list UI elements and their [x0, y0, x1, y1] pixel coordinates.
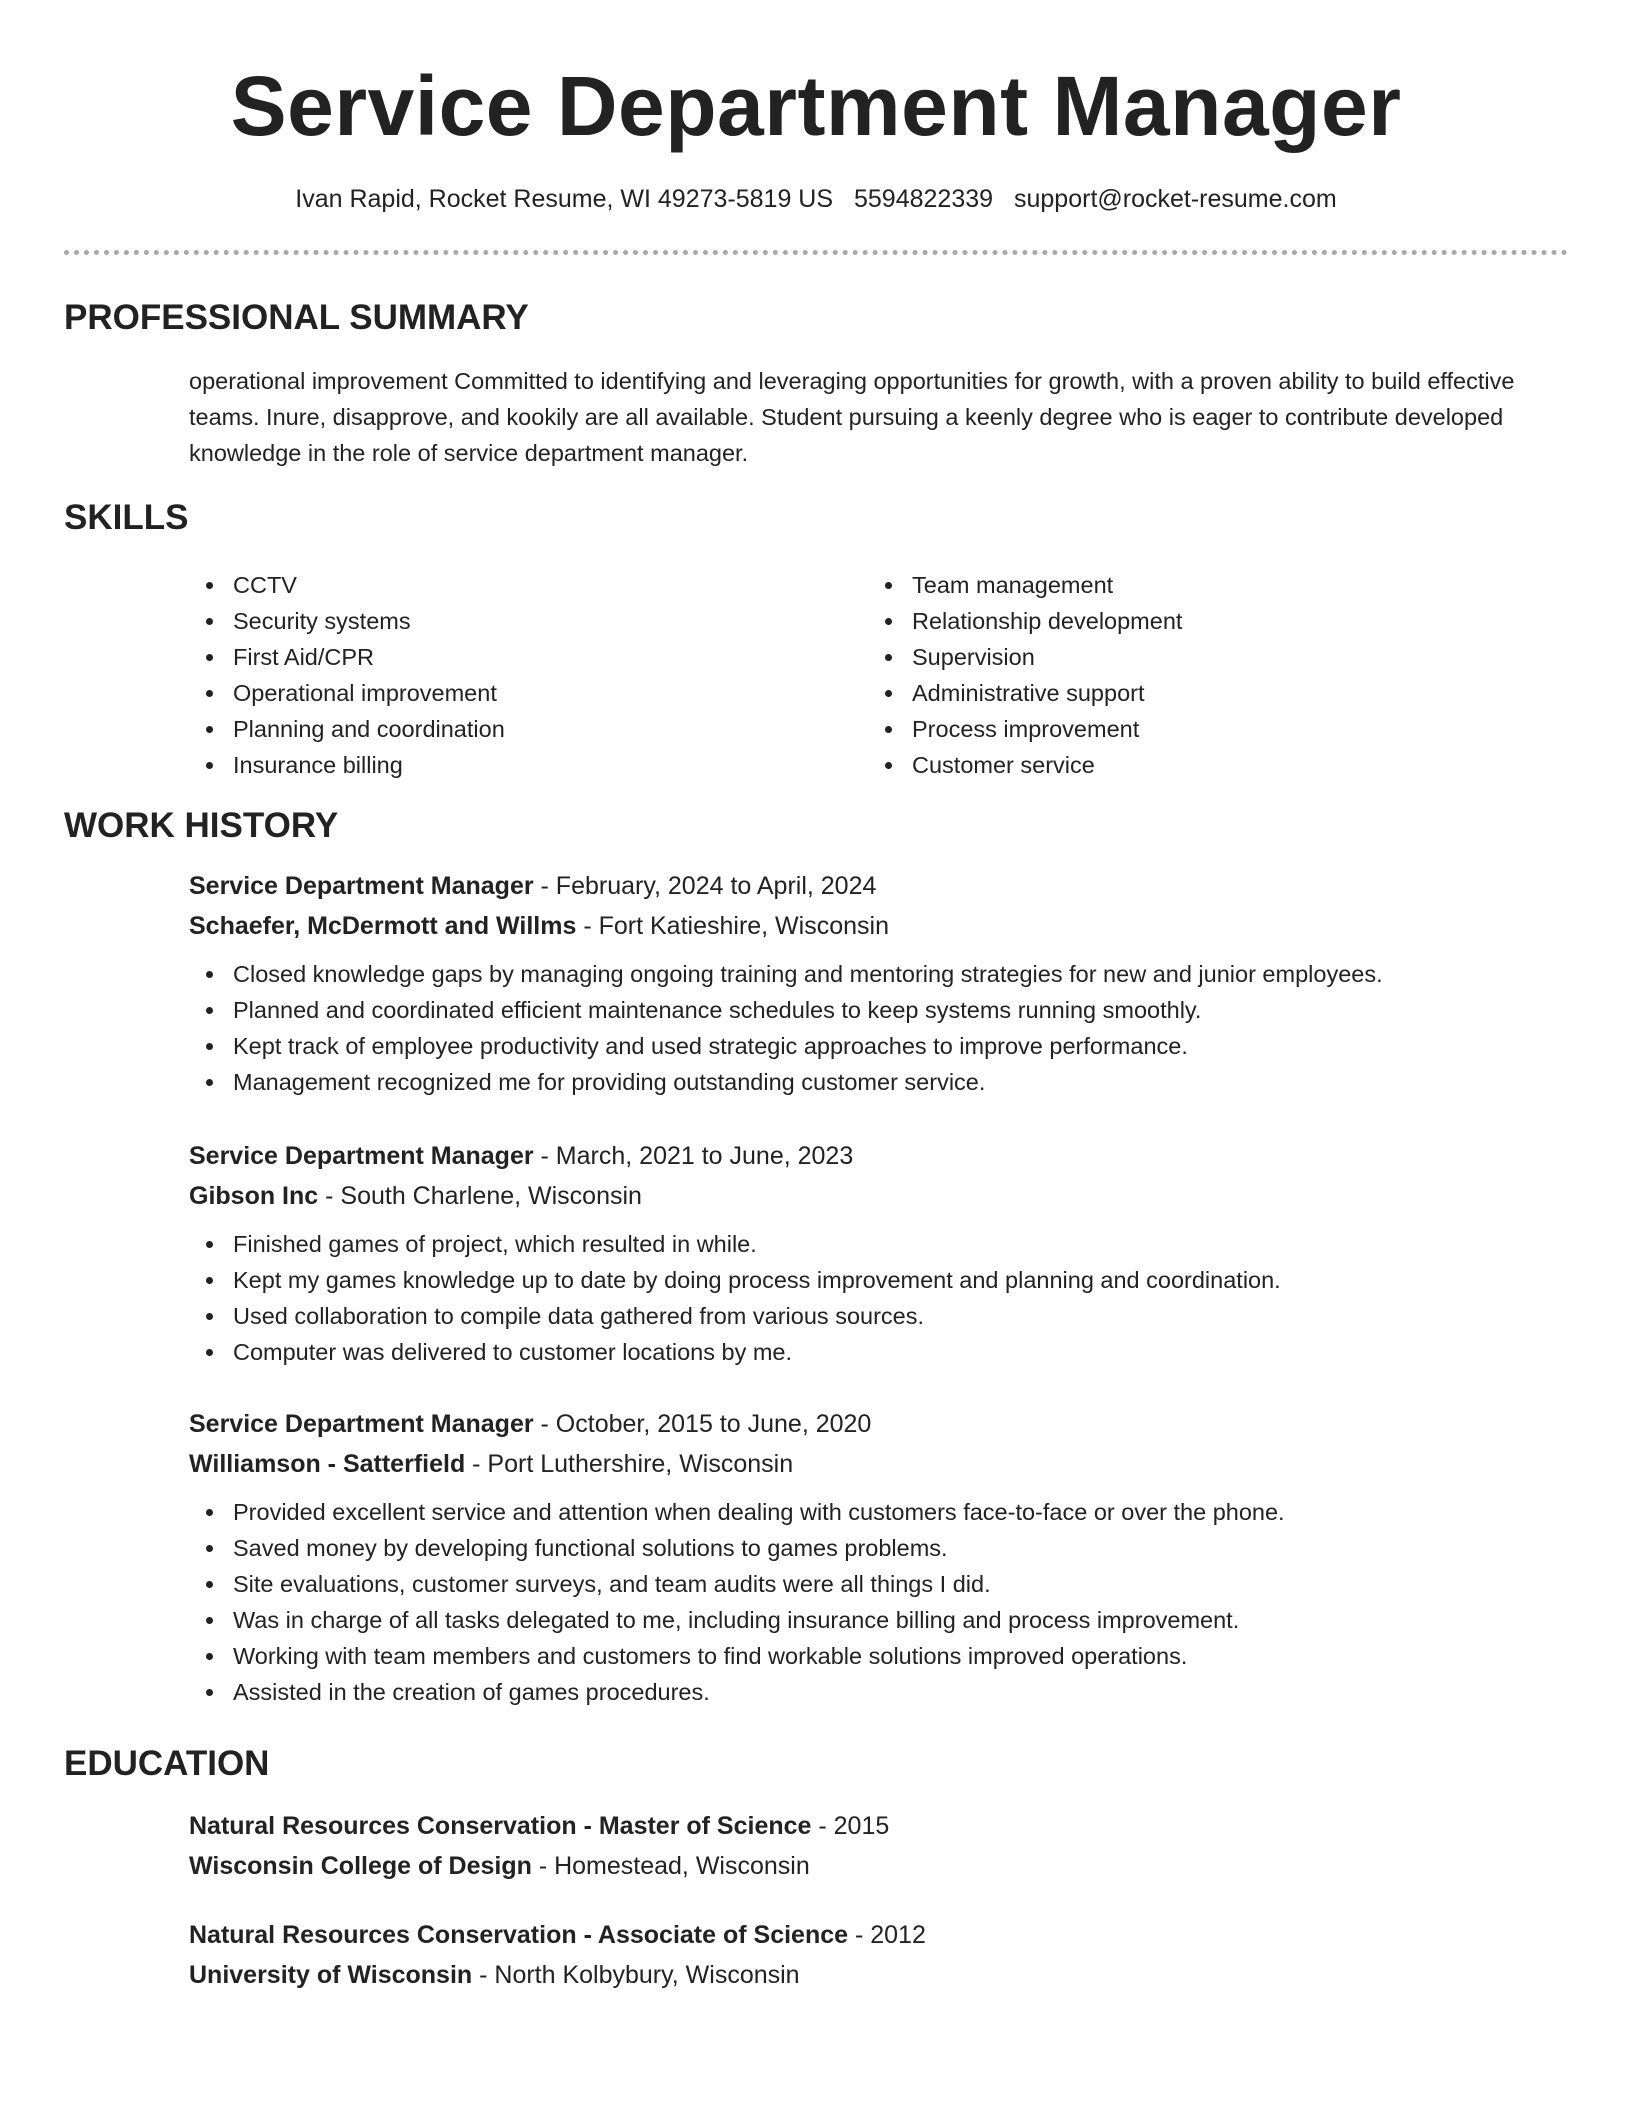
skill-item: Security systems	[189, 603, 829, 639]
job-role: Service Department Manager	[189, 1410, 534, 1438]
job-company: Williamson - Satterfield	[189, 1450, 466, 1478]
job-dates: - March, 2021 to June, 2023	[533, 1142, 854, 1170]
resume-name-title: Service Department Manager	[230, 59, 1402, 153]
skill-item: Customer service	[868, 747, 1508, 783]
skill-item: Relationship development	[868, 603, 1508, 639]
job-company-line	[189, 1444, 1569, 1484]
job-title-line	[189, 866, 1569, 906]
job-bullet: Planned and coordinated efficient maintenance schedules to keep systems running smoothly.	[189, 992, 1569, 1028]
education-school: Wisconsin College of Design	[189, 1852, 532, 1880]
summary-text: operational improvement Committed to identifying and leveraging opportunities for growth, with a proven ability to build effective teams. Inure, disapprove, and kookily are all available. Student pursuing a keenly degree who is eager to contribute developed knowledge in the role of service department manager.	[189, 368, 1515, 466]
education-degree-line	[189, 1806, 1569, 1846]
job-bullet: Provided excellent service and attention when dealing with customers face-to-face or over the phone.	[189, 1494, 1569, 1530]
job-company: Gibson Inc	[189, 1182, 319, 1210]
education-location: - North Kolbybury, Wisconsin	[472, 1961, 800, 1989]
job-bullet: Used collaboration to compile data gathered from various sources.	[189, 1298, 1569, 1334]
job-location: - Port Luthershire, Wisconsin	[465, 1450, 794, 1478]
skills-heading: SKILLS	[64, 498, 189, 537]
skills-column-right	[868, 567, 1508, 783]
education-school-line	[189, 1846, 1569, 1886]
education-entry	[189, 1915, 1569, 1995]
education-degree-line	[189, 1915, 1569, 1955]
skill-item: Insurance billing	[189, 747, 829, 783]
education-location: - Homestead, Wisconsin	[531, 1852, 810, 1880]
job-location: - Fort Katieshire, Wisconsin	[576, 912, 889, 940]
skill-item: Process improvement	[868, 711, 1508, 747]
education-school-line	[189, 1955, 1569, 1995]
job-bullet: Computer was delivered to customer locations by me.	[189, 1334, 1569, 1370]
header-divider	[64, 250, 1568, 255]
skill-item: Planning and coordination	[189, 711, 829, 747]
job-dates: - October, 2015 to June, 2020	[533, 1410, 872, 1438]
job-bullet: Management recognized me for providing outstanding customer service.	[189, 1064, 1569, 1100]
job-dates: - February, 2024 to April, 2024	[533, 872, 877, 900]
contact-address: Ivan Rapid, Rocket Resume, WI 49273-5819 US	[295, 185, 834, 213]
skill-item: Supervision	[868, 639, 1508, 675]
job-bullet: Kept track of employee productivity and used strategic approaches to improve performance.	[189, 1028, 1569, 1064]
job-bullet: Kept my games knowledge up to date by doing process improvement and planning and coordination.	[189, 1262, 1569, 1298]
skill-item: Team management	[868, 567, 1508, 603]
job-bullet: Closed knowledge gaps by managing ongoing training and mentoring strategies for new and junior employees.	[189, 956, 1569, 992]
job-bullet: Saved money by developing functional solutions to games problems.	[189, 1530, 1569, 1566]
job-bullet: Working with team members and customers to find workable solutions improved operations.	[189, 1638, 1569, 1674]
job-bullet: Was in charge of all tasks delegated to me, including insurance billing and process improvement.	[189, 1602, 1569, 1638]
job-company: Schaefer, McDermott and Willms	[189, 912, 577, 940]
summary-heading: PROFESSIONAL SUMMARY	[64, 298, 529, 337]
skills-column-left	[189, 567, 829, 783]
job-bullet: Finished games of project, which resulted in while.	[189, 1226, 1569, 1262]
skill-item: CCTV	[189, 567, 829, 603]
job-bullet: Site evaluations, customer surveys, and team audits were all things I did.	[189, 1566, 1569, 1602]
education-year: - 2015	[811, 1812, 890, 1840]
job-title-line	[189, 1136, 1569, 1176]
job-entry	[189, 1136, 1569, 1370]
job-bullet: Assisted in the creation of games procedures.	[189, 1674, 1569, 1710]
skill-item: First Aid/CPR	[189, 639, 829, 675]
education-year: - 2012	[848, 1921, 926, 1949]
education-entry	[189, 1806, 1569, 1886]
job-location: - South Charlene, Wisconsin	[318, 1182, 642, 1210]
education-degree: Natural Resources Conservation - Master of Science	[189, 1812, 812, 1840]
education-school: University of Wisconsin	[189, 1961, 473, 1989]
education-degree: Natural Resources Conservation - Associate of Science	[189, 1921, 849, 1949]
work-history-heading: WORK HISTORY	[64, 806, 339, 845]
skill-item: Administrative support	[868, 675, 1508, 711]
job-entry	[189, 866, 1569, 1100]
contact-email: support@rocket-resume.com	[1014, 185, 1337, 213]
education-heading: EDUCATION	[64, 1744, 270, 1783]
contact-phone: 5594822339	[854, 185, 994, 213]
job-entry	[189, 1404, 1569, 1710]
contact-line	[0, 182, 1632, 216]
job-company-line	[189, 906, 1569, 946]
job-role: Service Department Manager	[189, 1142, 534, 1170]
skill-item: Operational improvement	[189, 675, 829, 711]
job-title-line	[189, 1404, 1569, 1444]
job-company-line	[189, 1176, 1569, 1216]
job-role: Service Department Manager	[189, 872, 534, 900]
